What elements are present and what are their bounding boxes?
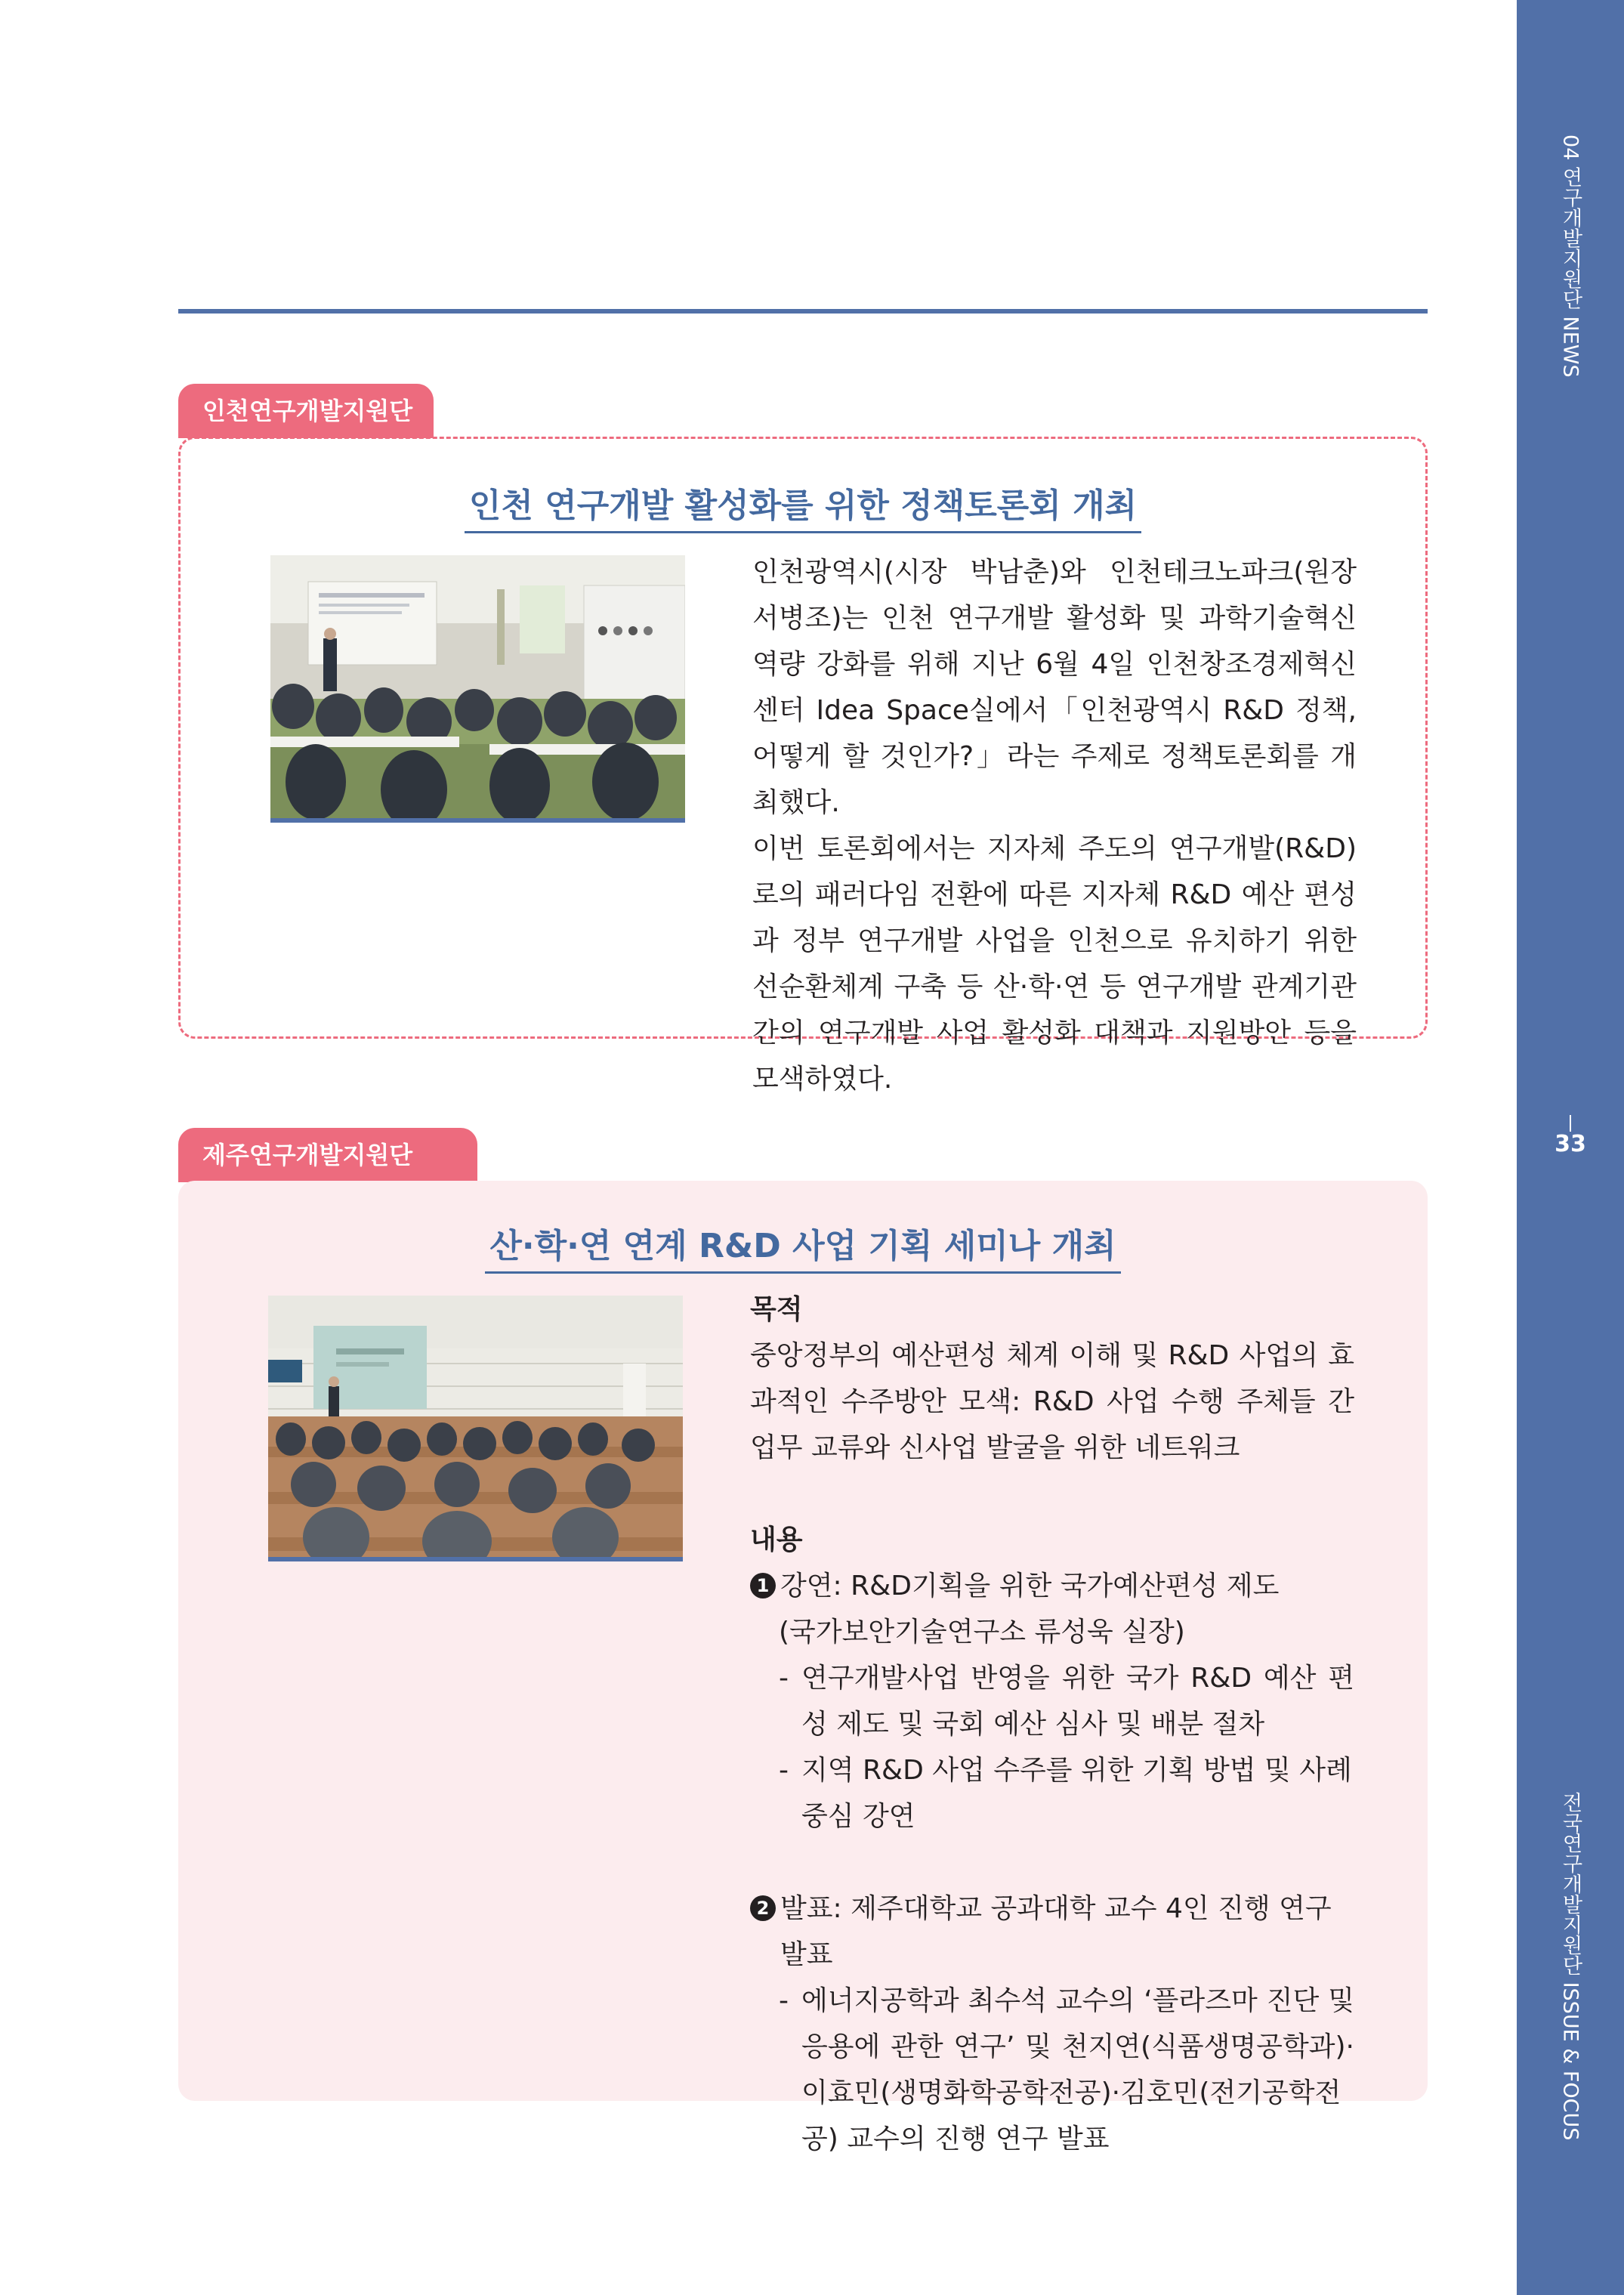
bullet-text: 연구개발사업 반영을 위한 국가 R&D 예산 편성 제도 및 국회 예산 심사 및 배분 절차: [801, 1663, 1354, 1740]
seminar-photo: [268, 1296, 683, 1561]
item-speaker: (국가보안기술연구소 류성욱 실장): [779, 1617, 1185, 1648]
bullet-text: 지역 R&D 사업 수주를 위한 기획 방법 및 사례 중심 강연: [801, 1755, 1352, 1832]
article-headline: [178, 1219, 1428, 1274]
purpose-label: 목적: [750, 1294, 803, 1325]
page-number-divider: [1570, 1115, 1571, 1132]
item-title: 강연: R&D기획을 위한 국가예산편성 제도: [780, 1571, 1280, 1602]
section-tag-incheon: 인천연구개발지원단: [178, 384, 434, 438]
bullet-item: - 에너지공학과 최수석 교수의 ‘플라즈마 진단 및 응용에 관한 연구’ 및 천지연(식품생명공학과)·이효민(생명화학공학전공)·김호민(전기공학전공) 교수의 진행 연구 발표: [750, 1978, 1354, 2162]
bullet-item: - 연구개발사업 반영을 위한 국가 R&D 예산 편성 제도 및 국회 예산 심사 및 배분 절차: [750, 1655, 1354, 1747]
body-paragraph: 이번 토론회에서는 지자체 주도의 연구개발(R&D)로의 패러다임 전환에 따른 지자체 R&D 예산 편성과 정부 연구개발 사업을 인천으로 유치하기 위한 선순환체계 구축 등 산·학·연 등 연구개발 관계기관 간의 연구개발 사업 활성화 대책과 지원방안 등을 모색하였다.: [752, 833, 1357, 1095]
article-body: [750, 1286, 1354, 2162]
bullet-item: - 지역 R&D 사업 수주를 위한 기획 방법 및 사례 중심 강연: [750, 1747, 1354, 1839]
number-1-icon: 1: [750, 1573, 776, 1598]
article-headline: [181, 478, 1425, 533]
purpose-text: 중앙정부의 예산편성 체계 이해 및 R&D 사업의 효과적인 수주방안 모색: R&D 사업 수행 주체들 간 업무 교류와 신사업 발굴을 위한 네트워크: [750, 1340, 1354, 1463]
headline-text: 산·학·연 연계 R&D 사업 기획 세미나 개최: [485, 1219, 1120, 1274]
content-item-1: [750, 1563, 1354, 1609]
item-title: 발표: 제주대학교 공과대학 교수 4인 진행 연구 발표: [780, 1893, 1332, 1970]
article-box-incheon: [178, 437, 1428, 1095]
seminar-photo-image: [268, 1296, 683, 1557]
article-body: [752, 549, 1357, 1102]
page-number: 33: [1555, 1131, 1586, 1157]
section-tag-jeju: 제주연구개발지원단: [178, 1128, 477, 1182]
forum-photo: [270, 555, 685, 823]
top-divider: [178, 309, 1428, 314]
content-item-2: [750, 1886, 1354, 1978]
article-box-jeju: [178, 1181, 1428, 2154]
sidebar-publication-title: 전국연구개발지원단 ISSUE & FOCUS: [1558, 1792, 1582, 2141]
sidebar: [1517, 0, 1624, 2295]
number-2-icon: 2: [750, 1895, 776, 1921]
body-paragraph: 인천광역시(시장 박남춘)와 인천테크노파크(원장 서병조)는 인천 연구개발 활성화 및 과학기술혁신역량 강화를 위해 지난 6월 4일 인천창조경제혁신센터 Idea Space실에서「인천광역시 R&D 정책, 어떻게 할 것인가?」라는 주제로 정책토론회를 개최했다.: [752, 557, 1357, 818]
content-label: 내용: [750, 1524, 803, 1555]
headline-text: 인천 연구개발 활성화를 위한 정책토론회 개최: [465, 478, 1141, 533]
sidebar-section-title: 04 연구개발지원단 NEWS: [1558, 134, 1582, 378]
forum-photo-image: [270, 555, 685, 818]
bullet-text: 에너지공학과 최수석 교수의 ‘플라즈마 진단 및 응용에 관한 연구’ 및 천지연(식품생명공학과)·이효민(생명화학공학전공)·김호민(전기공학전공) 교수의 진행 연구 발표: [801, 1985, 1354, 2154]
